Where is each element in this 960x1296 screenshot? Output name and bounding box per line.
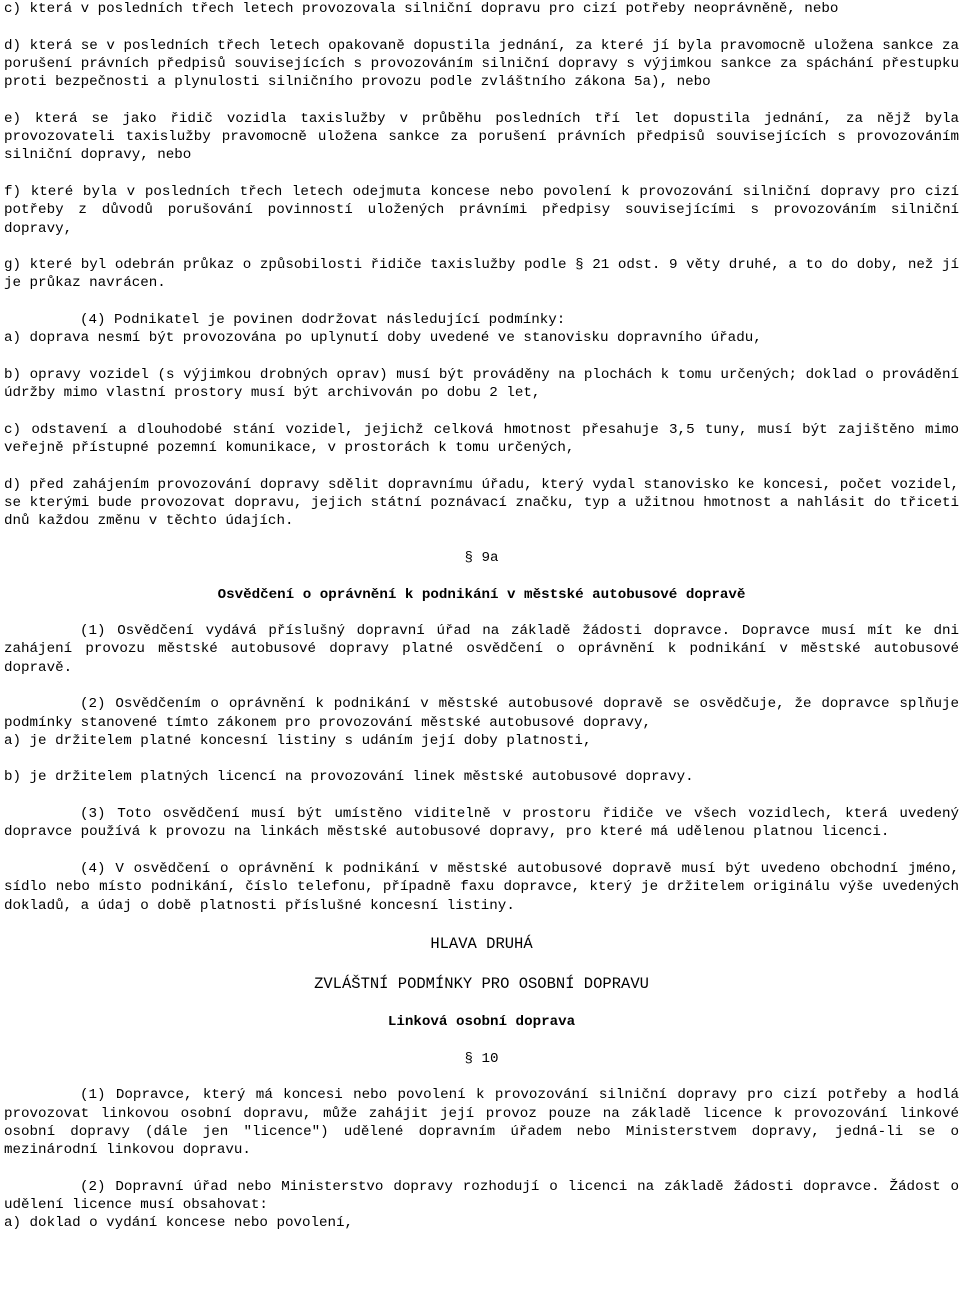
section-10-number: § 10: [464, 1050, 499, 1067]
section-9a-number: § 9a: [464, 549, 499, 566]
item-g: g) které byl odebrán průkaz o způsobilosti řidiče taxislužby podle § 21 odst. 9 věty druhé, a to do doby, než jí je průkaz navrácen.: [4, 257, 959, 292]
section-9a-title: Osvědčení o oprávnění k podnikání v městské autobusové dopravě: [217, 586, 746, 603]
condition-b: b) opravy vozidel (s výjimkou drobných oprav) musí být prováděny na plochách k tomu určených; doklad o provádění údržby mimo vlastní prostory musí být archivován po dobu 2 let,: [4, 366, 959, 402]
section-9a-paragraph-1: (1) Osvědčení vydává příslušný dopravní úřad na základě žádosti dopravce. Dopravce musí mít ke dni zahájení provozu městské autobusové dopravy platné osvědčení o oprávnění k podnikání v městské autobusové dopravě.: [4, 623, 959, 676]
subsection-title: Linková osobní doprava: [387, 1014, 576, 1031]
section-10-paragraph-1: (1) Dopravce, který má koncesi nebo povolení k provozování silniční dopravy pro cizí potřeby a hodlá provozovat linkovou osobní dopravu, může zahájit její provoz pouze na základě licence k provozování linkové osobní dopravy (dále jen "licence") udělené dopravním úřadem nebo Ministerstvem dopravy, jedná-li se o mezinárodní linkovou dopravu.: [4, 1087, 959, 1159]
section-9a-item-b: b) je držitelem platných licencí na provozování linek městské autobusové dopravy.: [4, 769, 694, 786]
condition-d: d) před zahájením provozování dopravy sdělit dopravnímu úřadu, který vydal stanovisko ke koncesi, počet vozidel, se kterými bude provozovat dopravu, jejich státní poznávací značku, typ a užitnou hmotnost a nahlásit do třiceti dnů každou změnu v těchto údajích.: [4, 476, 959, 530]
section-9a-paragraph-2: (2) Osvědčením o oprávnění k podnikání v městské autobusové dopravě se osvědčuje, že dopravce splňuje podmínky stanovené tímto zákonem pro provozování městské autobusové dopravy,: [4, 696, 959, 731]
section-10-item-a: a) doklad o vydání koncese nebo povolení,: [4, 1215, 354, 1232]
part-heading: HLAVA DRUHÁ: [430, 935, 533, 954]
section-9a-paragraph-4: (4) V osvědčení o oprávnění k podnikání v městské autobusové dopravě musí být uvedeno obchodní jméno, sídlo nebo místo podnikání, číslo telefonu, případně faxu dopravce, který je držitelem originálu výše uvedených dokladů, a údaj o době platnosti příslušné koncesní listiny.: [4, 860, 959, 914]
item-f: f) které byla v posledních třech letech odejmuta koncese nebo povolení k provozování silniční dopravy pro cizí potřeby z důvodů porušování povinností uložených právními předpisy souvisejícími s provozováním silniční dopravy,: [4, 183, 959, 237]
item-d: d) která se v posledních třech letech opakovaně dopustila jednání, za které jí byla pravomocně uložena sankce za porušení právních předpisů souvisejících s provozováním silniční dopravy s výjimkou sankce za spáchání přestupku proti bezpečnosti a plynulosti silničního provozu podle zvláštního zákona 5a), nebo: [4, 37, 959, 91]
condition-a: a) doprava nesmí být provozována po uplynutí doby uvedené ve stanovisku dopravního úřadu,: [4, 330, 762, 347]
section-9a-item-a: a) je držitelem platné koncesní listiny s udáním její doby platnosti,: [4, 732, 592, 749]
paragraph-4-intro: (4) Podnikatel je povinen dodržovat následující podmínky:: [80, 312, 566, 329]
part-title: ZVLÁŠTNÍ PODMÍNKY PRO OSOBNÍ DOPRAVU: [314, 975, 649, 994]
item-c: c) která v posledních třech letech provozovala silniční dopravu pro cizí potřeby neoprávněně, nebo: [4, 1, 839, 17]
document-page: [4, 0, 959, 1251]
condition-c: c) odstavení a dlouhodobé stání vozidel, jejichž celková hmotnost přesahuje 3,5 tuny, musí být zajištěno mimo veřejně přístupné pozemní komunikace, v prostorách k tomu určených,: [4, 421, 959, 457]
section-10-paragraph-2: (2) Dopravní úřad nebo Ministerstvo dopravy rozhodují o licenci na základě žádosti dopravce. Žádost o udělení licence musí obsahovat:: [4, 1178, 959, 1214]
section-9a-paragraph-3: (3) Toto osvědčení musí být umístěno viditelně v prostoru řidiče ve všech vozidlech, která uvedený dopravce používá k provozu na linkách městské autobusové dopravy, pro které má udělenou platnou licenci.: [4, 806, 959, 841]
item-e: e) která se jako řidič vozidla taxislužby v průběhu posledních tří let dopustila jednání, za nějž byla provozovateli taxislužby pravomocně uložena sankce za porušení právních předpisů souvisejících s provozováním silniční dopravy, nebo: [4, 110, 959, 164]
